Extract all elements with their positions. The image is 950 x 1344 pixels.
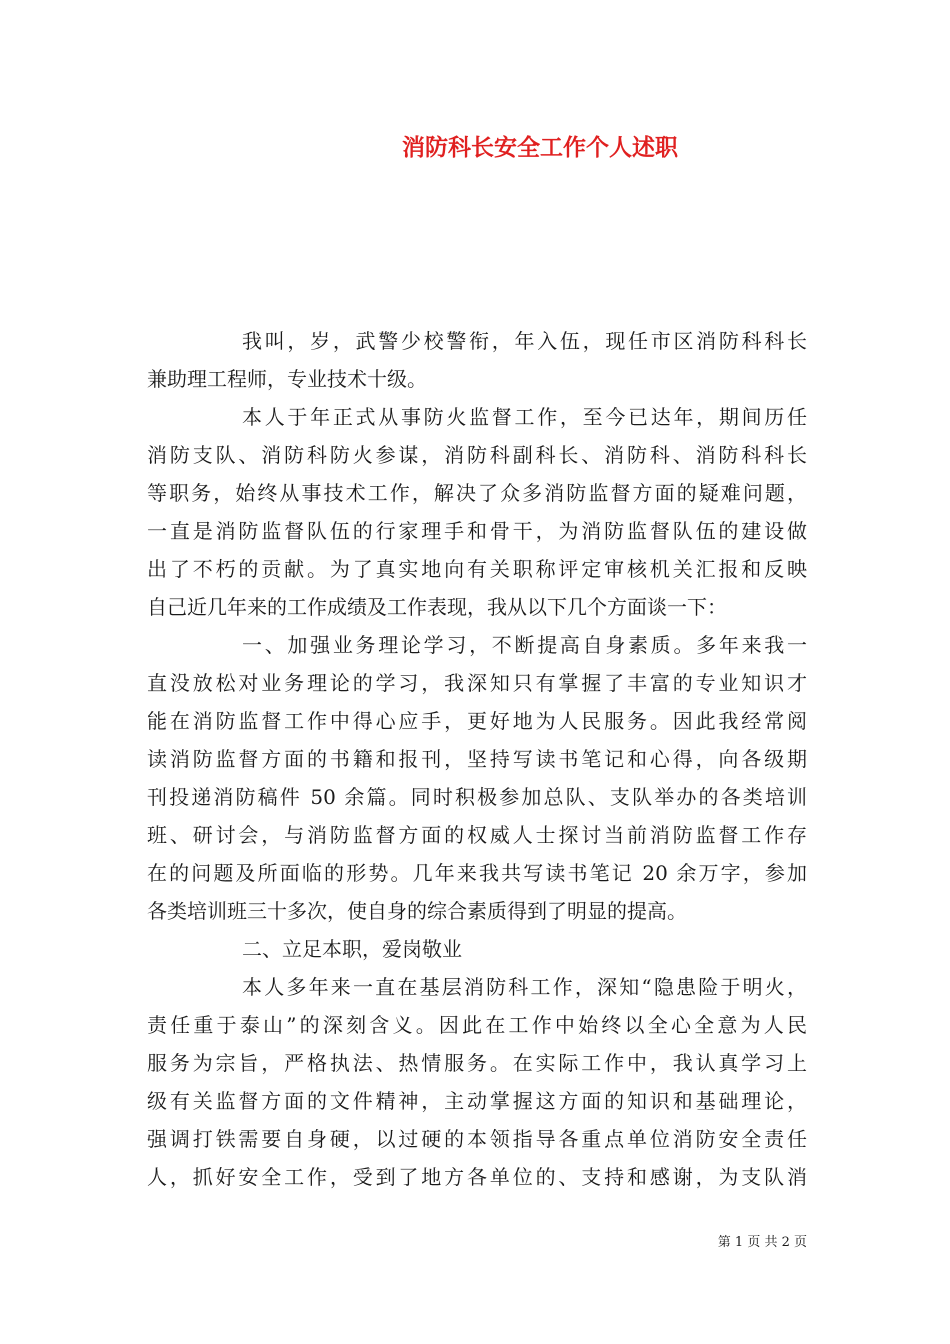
body-line: 直没放松对业务理论的学习，我深知只有掌握了丰富的专业知识才 <box>147 671 807 695</box>
body-line: 一直是消防监督队伍的行家理手和骨干，为消防监督队伍的建设做 <box>147 519 807 543</box>
body-line: 能在消防监督工作中得心应手，更好地为人民服务。因此我经常阅 <box>147 709 807 733</box>
body-line: 我叫，岁，武警少校警衔，年入伍，现任市区消防科科长 <box>242 329 807 353</box>
body-line: 自己近几年来的工作成绩及工作表现，我从以下几个方面谈一下： <box>147 595 727 619</box>
body-line: 一、加强业务理论学习，不断提高自身素质。多年来我一 <box>242 633 807 657</box>
body-line: 本人于年正式从事防火监督工作，至今已达年，期间历任 <box>242 405 807 429</box>
body-line: 消防支队、消防科防火参谋，消防科副科长、消防科、消防科科长 <box>147 443 807 467</box>
document-title: 消防科长安全工作个人述职 <box>402 134 678 161</box>
body-line: 等职务，始终从事技术工作，解决了众多消防监督方面的疑难问题， <box>147 481 807 505</box>
body-line: 责任重于泰山”的深刻含义。因此在工作中始终以全心全意为人民 <box>147 1013 807 1037</box>
body-line: 出了不朽的贡献。为了真实地向有关职称评定审核机关汇报和反映 <box>147 557 807 581</box>
page-number: 第 1 页 共 2 页 <box>717 1235 807 1250</box>
body-line: 刊投递消防稿件 50 余篇。同时积极参加总队、支队举办的各类培训 <box>147 785 807 809</box>
body-line: 级有关监督方面的文件精神，主动掌握这方面的知识和基础理论， <box>147 1089 807 1113</box>
body-line: 强调打铁需要自身硬，以过硬的本领指导各重点单位消防安全责任 <box>147 1127 807 1151</box>
section-heading: 二、立足本职，爱岗敬业 <box>242 937 462 961</box>
body-line: 人，抓好安全工作，受到了地方各单位的、支持和感谢，为支队消 <box>147 1165 807 1189</box>
body-line: 各类培训班三十多次，使自身的综合素质得到了明显的提高。 <box>147 899 687 923</box>
body-line: 班、研讨会，与消防监督方面的权威人士探讨当前消防监督工作存 <box>147 823 807 847</box>
body-line: 兼助理工程师，专业技术十级。 <box>147 367 427 391</box>
body-line: 读消防监督方面的书籍和报刊，坚持写读书笔记和心得，向各级期 <box>147 747 807 771</box>
body-line: 本人多年来一直在基层消防科工作，深知“隐患险于明火， <box>242 975 807 999</box>
body-line: 在的问题及所面临的形势。几年来我共写读书笔记 20 余万字，参加 <box>147 861 807 885</box>
body-line: 服务为宗旨，严格执法、热情服务。在实际工作中，我认真学习上 <box>147 1051 807 1075</box>
document-body <box>147 322 807 1196</box>
